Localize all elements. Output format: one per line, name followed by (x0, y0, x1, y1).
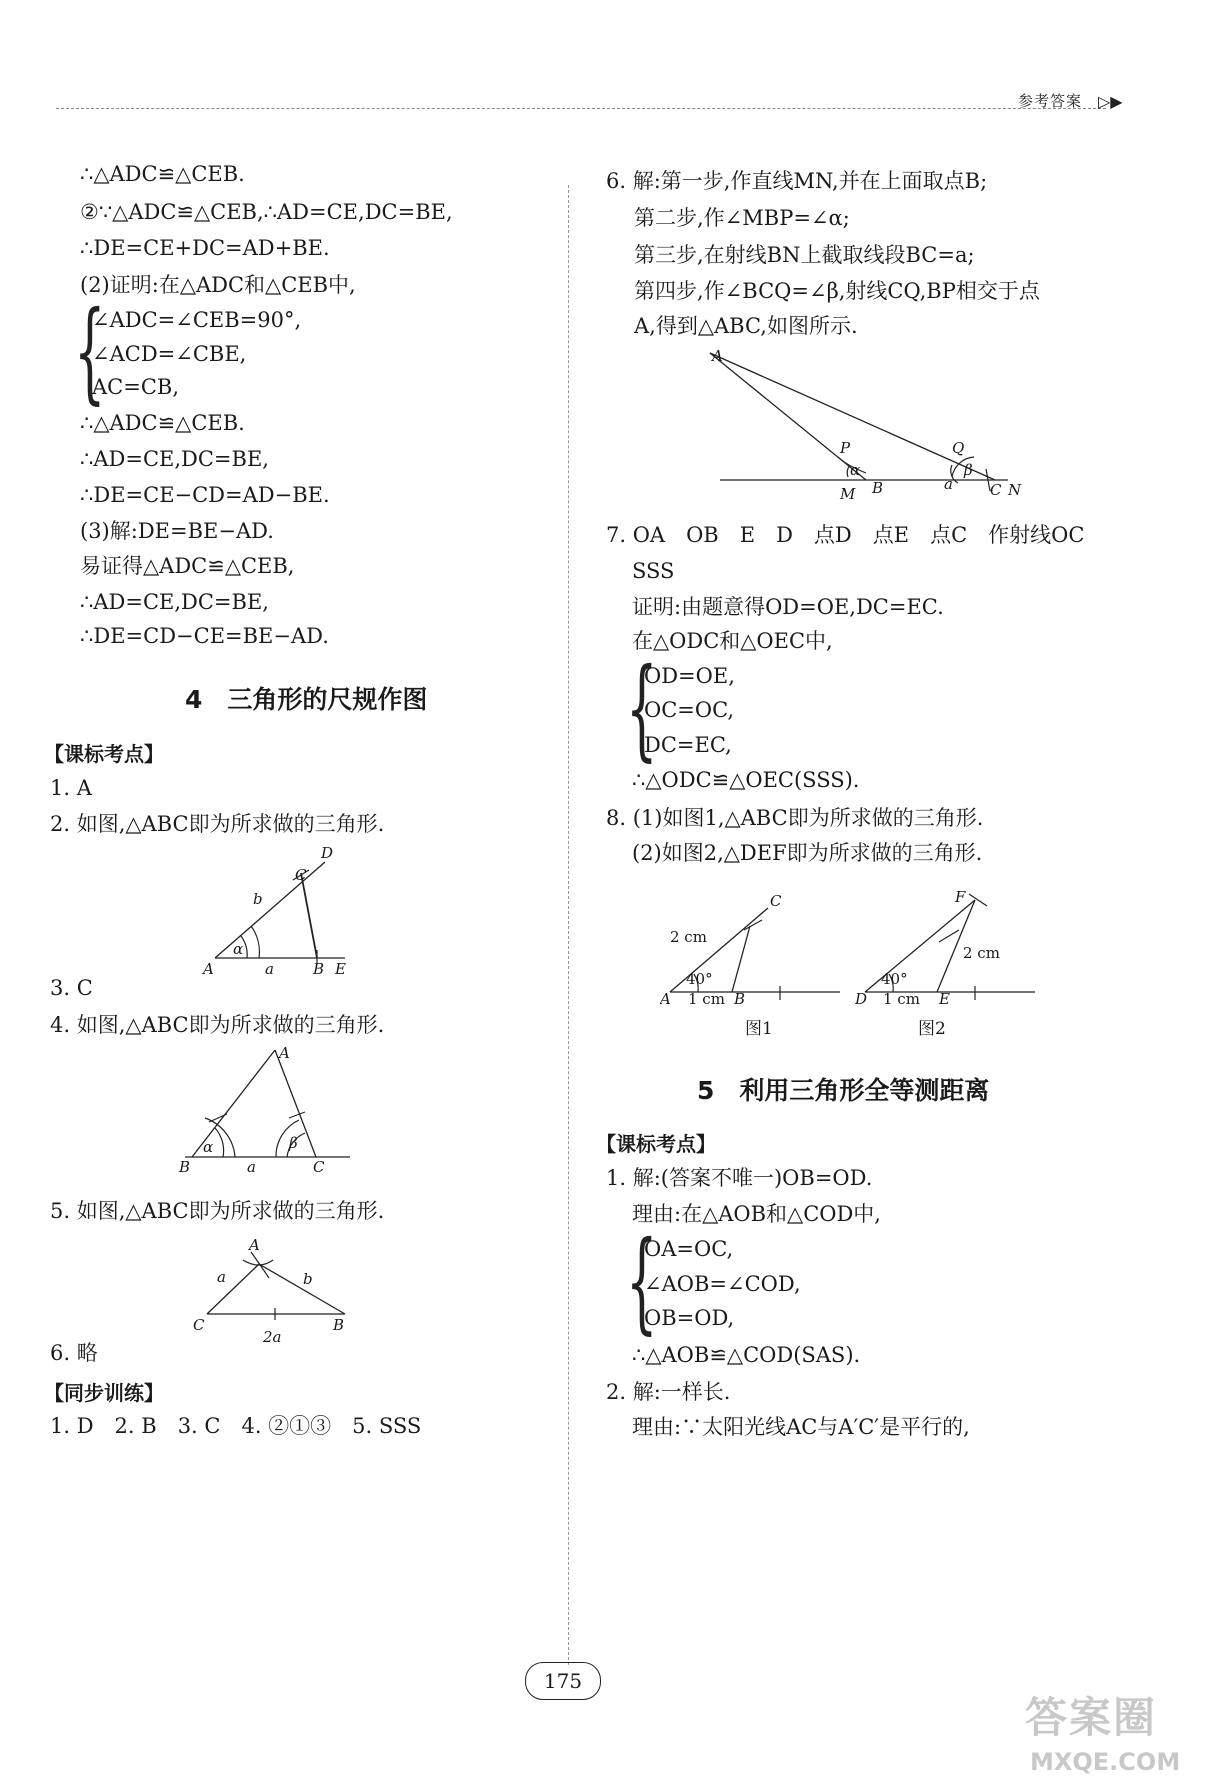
text-line: 第二步,作∠MBP=∠α; (634, 206, 850, 230)
text-line: SSS (632, 559, 675, 583)
label-2cm: 2 cm (670, 928, 707, 946)
label-40deg: 40° (686, 970, 713, 988)
text-line: 7. OA OB E D 点D 点E 点C 作射线OC (606, 523, 1085, 547)
text-line: 第三步,在射线BN上截取线段BC=a; (634, 243, 975, 267)
label-P: P (840, 439, 851, 457)
text-line: 理由:∵太阳光线AC与A′C′是平行的, (632, 1415, 970, 1439)
figure-8-1 (660, 880, 850, 1010)
label-b: b (303, 1270, 313, 1288)
label-alpha: α (850, 461, 861, 479)
text-line: ∴△AOB≌△COD(SAS). (632, 1343, 861, 1367)
label-a: a (944, 475, 953, 493)
text-line: 1. A (50, 776, 92, 800)
figure-q2 (195, 840, 435, 980)
figure-8-2 (855, 880, 1045, 1010)
text-line: (2)证明:在△ADC和△CEB中, (80, 273, 356, 297)
text-line: ∠AOB=∠COD, (644, 1272, 801, 1296)
figure-q4 (175, 1040, 365, 1180)
label-D: D (321, 844, 334, 862)
bracket-heading: 【课标考点】 (596, 1132, 716, 1156)
label-1cm: 1 cm (688, 990, 725, 1008)
label-D: D (855, 990, 868, 1008)
text-line: 8. (1)如图1,△ABC即为所求做的三角形. (606, 806, 984, 830)
header-label: 参考答案 (1018, 92, 1083, 110)
text-line: 1. 解:(答案不唯一)OB=OD. (606, 1166, 873, 1190)
label-B: B (179, 1158, 191, 1176)
figure-caption: 图1 (745, 1019, 773, 1039)
text-line: ②∵△ADC≌△CEB,∴AD=CE,DC=BE, (80, 200, 453, 224)
label-a: a (247, 1158, 256, 1176)
header-arrow-icon: ▷▶ (1098, 92, 1123, 111)
text-line: ∴△ADC≌△CEB. (80, 162, 245, 186)
label-B: B (313, 960, 325, 978)
label-A: A (203, 960, 214, 978)
label-beta: β (289, 1134, 298, 1152)
text-line: DC=EC, (644, 733, 732, 757)
text-line: 在△ODC和△OEC中, (632, 629, 833, 653)
text-line: 6. 解:第一步,作直线MN,并在上面取点B; (606, 169, 988, 193)
text-line: 3. C (50, 976, 93, 1000)
label-a: a (265, 960, 274, 978)
text-line: 理由:在△AOB和△COD中, (632, 1202, 881, 1226)
label-alpha: α (203, 1138, 214, 1156)
bracket-heading: 【同步训练】 (44, 1381, 164, 1405)
label-F: F (955, 888, 966, 906)
label-C: C (193, 1316, 205, 1334)
label-40deg: 40° (881, 970, 908, 988)
label-1cm: 1 cm (883, 990, 920, 1008)
text-line: 2. 如图,△ABC即为所求做的三角形. (50, 812, 385, 836)
text-line: 6. 略 (50, 1341, 98, 1365)
text-line: OA=OC, (644, 1237, 734, 1261)
label-C: C (295, 866, 307, 884)
label-A: A (660, 990, 671, 1008)
label-B: B (872, 479, 884, 497)
section-title: 4 三角形的尺规作图 (185, 685, 428, 714)
label-E: E (939, 990, 950, 1008)
label-a: a (217, 1268, 226, 1286)
text-line: 5. 如图,△ABC即为所求做的三角形. (50, 1199, 385, 1223)
brace: { (74, 287, 106, 415)
label-B: B (333, 1316, 345, 1334)
text-line: ∴△ADC≌△CEB. (80, 411, 245, 435)
text-line: 第四步,作∠BCQ=∠β,射线CQ,BP相交于点 (634, 279, 1040, 303)
text-line: AC=CB, (92, 375, 180, 399)
text-line: OC=OC, (644, 698, 735, 722)
text-line: OB=OD, (644, 1306, 735, 1330)
label-2cm: 2 cm (963, 944, 1000, 962)
label-b: b (253, 890, 263, 908)
column-divider (568, 185, 569, 1665)
text-line: A,得到△ABC,如图所示. (634, 314, 858, 338)
label-C: C (990, 481, 1002, 499)
figure-caption: 图2 (918, 1019, 946, 1039)
label-2a: 2a (263, 1328, 282, 1346)
text-line: ∴AD=CE,DC=BE, (80, 590, 269, 614)
label-beta: β (964, 461, 973, 479)
label-Q: Q (952, 439, 965, 457)
figure-q6 (690, 345, 1030, 505)
text-line: ∴AD=CE,DC=BE, (80, 447, 269, 471)
text-line: 2. 解:一样长. (606, 1380, 731, 1404)
text-line: ∠ACD=∠CBE, (92, 342, 247, 366)
text-line: (2)如图2,△DEF即为所求做的三角形. (632, 841, 983, 865)
text-line: ∴DE=CE−CD=AD−BE. (80, 483, 330, 507)
watermark-logo: 答案圈 (1025, 1693, 1158, 1742)
brace: { (626, 1217, 658, 1345)
text-line: 1. D 2. B 3. C 4. ②①③ 5. SSS (50, 1414, 422, 1438)
label-alpha: α (233, 940, 244, 958)
text-line: 证明:由题意得OD=OE,DC=EC. (632, 595, 944, 619)
text-line: ∴△ODC≌△OEC(SSS). (632, 768, 860, 792)
page-number: 175 (525, 1662, 601, 1700)
section-title: 5 利用三角形全等测距离 (697, 1076, 990, 1105)
text-line: (3)解:DE=BE−AD. (80, 519, 274, 543)
header-rule (56, 108, 1106, 109)
bracket-heading: 【课标考点】 (44, 742, 164, 766)
label-B: B (734, 990, 746, 1008)
label-C: C (770, 892, 782, 910)
text-line: ∠ADC=∠CEB=90°, (92, 308, 302, 332)
brace: { (626, 644, 658, 772)
label-A: A (249, 1236, 260, 1254)
label-M: M (840, 485, 856, 503)
text-line: 易证得△ADC≌△CEB, (80, 554, 295, 578)
text-line: 4. 如图,△ABC即为所求做的三角形. (50, 1013, 385, 1037)
label-A: A (279, 1044, 290, 1062)
figure-q5 (185, 1230, 365, 1360)
label-N: N (1008, 481, 1022, 499)
label-C: C (313, 1158, 325, 1176)
text-line: ∴DE=CD−CE=BE−AD. (80, 624, 329, 648)
text-line: OD=OE, (644, 664, 735, 688)
text-line: ∴DE=CE+DC=AD+BE. (80, 236, 330, 260)
label-A: A (712, 347, 723, 365)
watermark-url: MXQE.COM (1030, 1748, 1181, 1776)
label-E: E (335, 960, 346, 978)
